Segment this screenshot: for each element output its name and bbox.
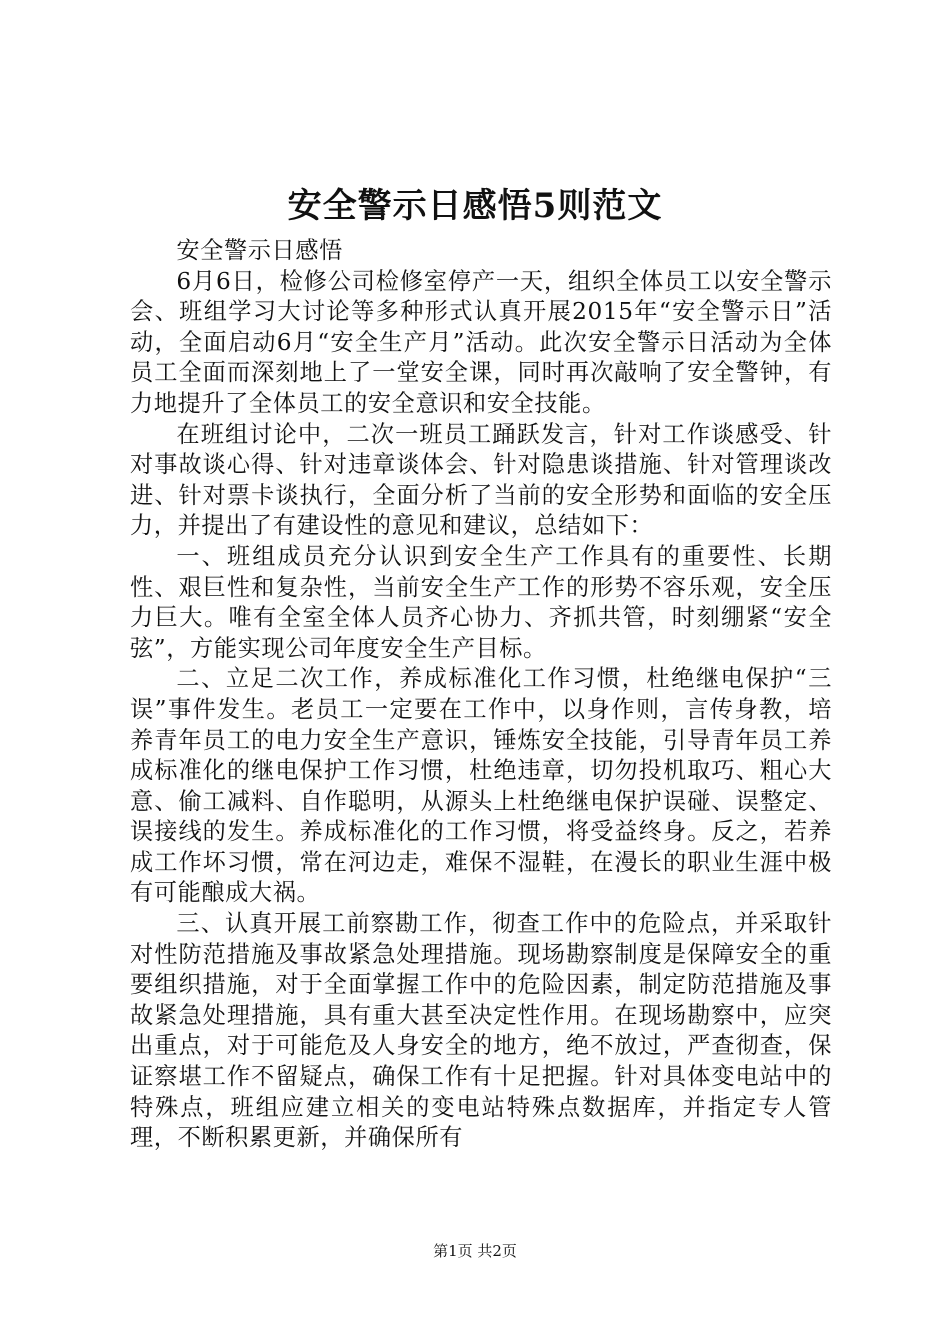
paragraph-point-two: 二、立足二次工作，养成标准化工作习惯，杜绝继电保护“三误”事件发生。老员工一定要在工作中，以身作则，言传身教，培养青年员工的电力安全生产意识，锤炼安全技能，引导青年员工养成标准化的继电保护工作习惯，杜绝违章，切勿投机取巧、粗心大意、偷工减料、自作聪明，从源头上杜绝继电保护误碰、误整定、误接线的发生。养成标准化的工作习惯，将受益终身。反之，若养成工作坏习惯，常在河边走，难保不湿鞋，在漫长的职业生涯中极有可能酿成大祸。	[130, 665, 832, 907]
paragraph-point-three: 三、认真开展工前察勘工作，彻查工作中的危险点，并采取针对性防范措施及事故紧急处理措施。现场勘察制度是保障安全的重要组织措施，对于全面掌握工作中的危险因素，制定防范措施及事故紧急处理措施，具有重大甚至决定性作用。在现场勘察中，应突出重点，对于可能危及人身安全的地方，绝不放过，严查彻查，保证察堪工作不留疑点，确保工作有十足把握。针对具体变电站中的特殊点，班组应建立相关的变电站特殊点数据库，并指定专人管理，不断积累更新，并确保所有	[130, 910, 832, 1152]
paragraph-subtitle: 安全警示日感悟	[176, 237, 343, 264]
paragraph-intro: 6月6日，检修公司检修室停产一天，组织全体员工以安全警示会、班组学习大讨论等多种形式认真开展2015年“安全警示日”活动，全面启动6月“安全生产月”活动。此次安全警示日活动为全体员工全面而深刻地上了一堂安全课，同时再次敲响了安全警钟，有力地提升了全体员工的安全意识和安全技能。	[130, 267, 832, 417]
page-footer: 第1页 共2页	[433, 1242, 517, 1260]
paragraph-point-one: 一、班组成员充分认识到安全生产工作具有的重要性、长期性、艰巨性和复杂性，当前安全生产工作的形势不容乐观，安全压力巨大。唯有全室全体人员齐心协力、齐抓共管，时刻绷紧“安全弦”，方能实现公司年度安全生产目标。	[130, 542, 832, 662]
document-body	[130, 236, 832, 1154]
paragraph-discussion: 在班组讨论中，二次一班员工踊跃发言，针对工作谈感受、针对事故谈心得、针对违章谈体会、针对隐患谈措施、针对管理谈改进、针对票卡谈执行，全面分析了当前的安全形势和面临的安全压力，并提出了有建设性的意见和建议，总结如下：	[130, 420, 832, 540]
document-title: 安全警示日感悟5则范文	[287, 186, 663, 226]
